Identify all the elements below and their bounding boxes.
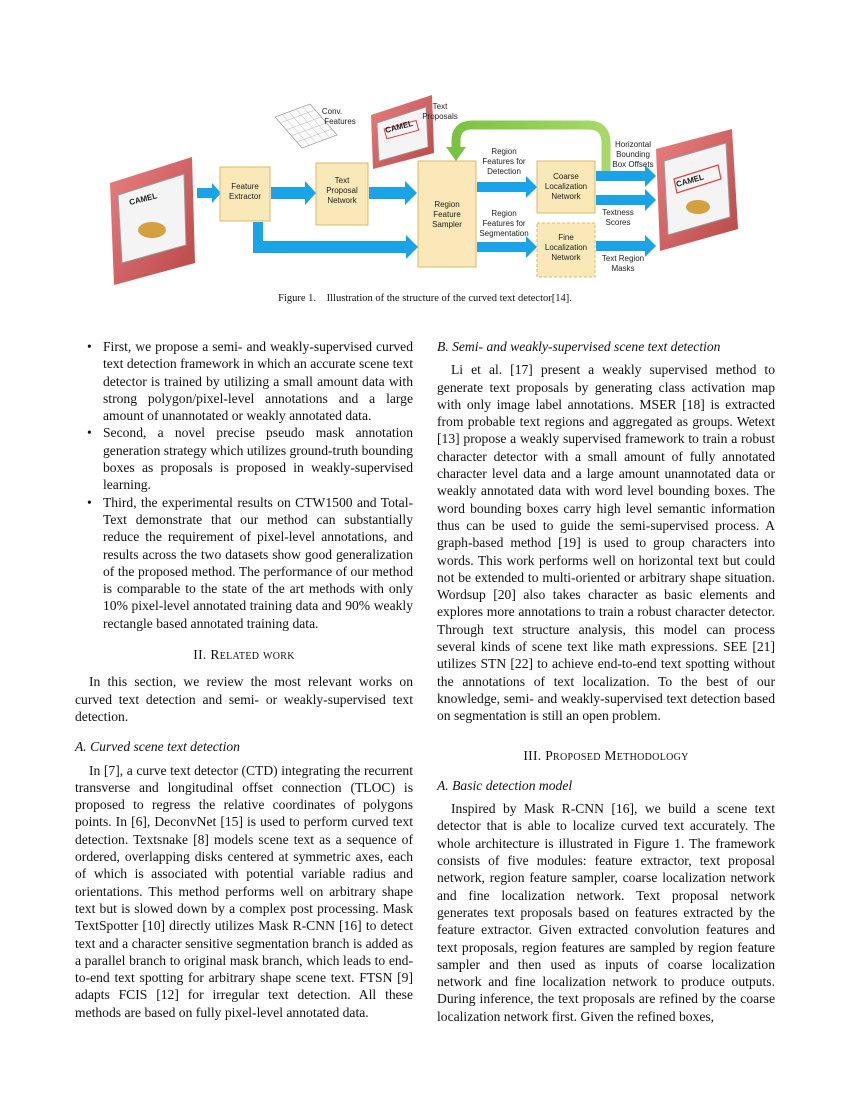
proposals-image-text: CAMEL [384, 118, 415, 135]
contribution-item: • First, we propose a semi- and weakly-supervised curved text detection framework in which an accurate scene text detector is trained by utilizing a small amount data with strong polygon/pixel-level annotations and a large amount of unannotated or weakly annotated data. [75, 338, 413, 424]
figure-caption [75, 293, 775, 304]
text-proposals-label-2: Proposals [422, 112, 458, 121]
left-column [75, 338, 413, 1021]
feedback-arrowhead [446, 147, 466, 161]
region-feature-sampler-box [418, 161, 476, 267]
coarse-line2: Localization [544, 182, 588, 191]
paragraph: In this section, we review the most relevant works on curved text detection and semi- or weakly-supervised text detection. [75, 674, 413, 724]
coarse-localization-network-box [537, 161, 595, 213]
textness-label-1: Textness [602, 208, 634, 217]
contribution-item: • Third, the experimental results on CTW1500 and Total-Text demonstrate that our method can substantially reduce the requirement of pixel-level annotations, and results across the two datasets show good generalization of the proposed method. The performance of our method is comparable to the state of the art methods with only 10% pixel-level annotated training data and 90% weakly rectangle based annotated training data. [75, 494, 413, 632]
tpn-line3: Network [327, 196, 357, 205]
arrow-sampler-to-coarse [477, 176, 537, 198]
text-proposals-label-1: Text [432, 102, 448, 111]
fine-line3: Network [551, 253, 581, 262]
sampler-line3: Sampler [432, 220, 462, 229]
paragraph: Inspired by Mask R-CNN [16], we build a scene text detector that is able to localize curved text accurately. The whole architecture is illustrated in Figure 1. The framework consists of five modules: feature extractor, text proposal network, region feature sampler, coarse localization network and fine localization network. Text proposal network generates text proposals based on features extracted by the feature extractor. Given extracted convolution features and text proposals, region features are sampled by region feature sampler and then used as inputs of coarse localization network and fine localization network to produce outputs. During inference, the text proposals are refined by the coarse localization network first. Given the refined boxes, [437, 801, 775, 1024]
paragraph: Li et al. [17] present a weakly supervised method to generate text proposals by generating class activation map with only image label annotations. MSER [18] is extracted from probable text regions and aggregated as groups. Wetext [13] propose a weakly supervised framework to train a robust character detector with a small amount of fully annotated character level data and a large amount unannotated data or weakly annotated data with word level bounding boxes. The word bounding boxes carry high level semantic information thus can be used to guide the semi-supervised process. A graph-based method [19] is used to group characters into words. This work performs well on horizontal text but could not be extended to multi-oriented or arbitrary shape situation. Wordsup [20] also takes character as basic elements and explores more annotations to train a robust character detector. Through text structure analysis, this model can process several kinds of scene text like math expressions. SEE [21] utilizes STN [22] to achieve end-to-end text spotting without the annotations of text localization. To the best of our knowledge, semi- and weakly-supervised text detection based on segmentation is still an open problem. [437, 362, 775, 724]
subsection-heading-curved-text: A. Curved scene text detection [75, 739, 240, 755]
section-heading-related-work: II. Related work [193, 647, 295, 663]
fine-line1: Fine [558, 233, 574, 242]
textness-label-2: Scores [605, 218, 631, 227]
output-image-text: CAMEL [675, 172, 705, 189]
subsection-heading-semi-weakly: B. Semi- and weakly-supervised scene text detection [437, 339, 721, 354]
rf-segmentation-label-1: Region [491, 209, 517, 218]
rf-detection-label-2: Features for [482, 157, 526, 166]
masks-label-2: Masks [611, 264, 635, 273]
subsection-heading-basic-model: A. Basic detection model [437, 777, 573, 793]
fine-localization-network-box [537, 223, 595, 277]
feature-extractor-line2: Extractor [228, 192, 262, 201]
arrow-extractor-to-sampler [253, 222, 418, 259]
output-image [656, 129, 738, 251]
sampler-line2: Feature [433, 210, 461, 219]
text-proposals-image [371, 95, 434, 169]
arrow-extractor-to-tpn [271, 181, 316, 205]
tpn-line2: Proposal [326, 186, 358, 195]
rf-segmentation-label-2: Features for [482, 219, 526, 228]
conv-features-label-2: Features [324, 117, 356, 126]
coarse-line3: Network [551, 192, 581, 201]
right-column [437, 338, 775, 1025]
arrow-image-to-extractor [197, 183, 221, 203]
feature-extractor-line1: Feature [231, 182, 259, 191]
section-heading-methodology: III. Proposed Methodology [523, 747, 689, 763]
contribution-item: • Second, a novel precise pseudo mask annotation generation strategy which utilizes ground-truth bounding boxes as proposals is proposed in weakly-supervised learning. [75, 424, 413, 493]
figure-caption-text: Illustration of the structure of the curved text detector[14]. [326, 293, 572, 304]
tpn-line1: Text [334, 176, 350, 185]
text-proposal-network-box [316, 163, 368, 225]
feature-extractor-box [220, 167, 270, 221]
arrow-tpn-to-sampler [369, 181, 417, 205]
masks-label-1: Text Region [601, 254, 645, 263]
bbox-offsets-label-1: Horizontal [614, 140, 652, 149]
paragraph: In [7], a curve text detector (CTD) integrating the recurrent transverse and longitudinal offset connection (TLOC) is proposed to regress the relative coordinates of polygons points. In [6], DeconvNet [15] is used to perform curved text detection. Textsnake [8] models scene text as a sequence of ordered, overlapping disks centered at symmetric axes, each of which is associated with potential variable radius and orientations. This method performs well on arbitrary shape text but is slowed down by a complex post processing. Mask TextSpotter [10] directly utilizes Mask R-CNN [16] to detect text and a character sensitive segmentation branch is added as a parallel branch to original mask branch, which leads to end-to-end text spotting for arbitrary shape scene text. FTSN [9] adapts FCIS [12] for irregular text detection. All these methods are based on fully pixel-level annotated data. [75, 762, 413, 1020]
rf-detection-label-3: Detection [487, 167, 521, 176]
architecture-diagram [100, 95, 760, 295]
input-image-text: CAMEL [128, 191, 159, 207]
arrow-sampler-to-fine [477, 236, 537, 258]
contribution-list [75, 338, 413, 632]
bbox-offsets-label-2: Bounding [616, 150, 650, 159]
rf-segmentation-label-3: Segmentation [479, 229, 529, 238]
fine-line2: Localization [544, 243, 588, 252]
figure-caption-label: Figure 1. [278, 293, 317, 304]
conv-features-label-1: Conv. [321, 107, 343, 116]
rf-detection-label-1: Region [491, 147, 517, 156]
coarse-line1: Coarse [553, 172, 579, 181]
sampler-line1: Region [434, 200, 460, 209]
input-image [110, 157, 195, 285]
bbox-offsets-label-3: Box Offsets [612, 160, 654, 169]
